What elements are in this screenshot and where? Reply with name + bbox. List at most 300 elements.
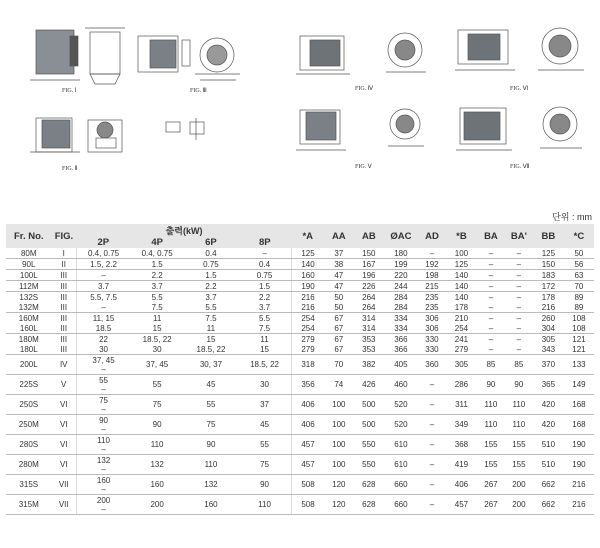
cell-dim-AA: 47 [324, 270, 354, 281]
cell-dim-AD: – [418, 248, 446, 259]
cell-line: 75 [260, 460, 269, 469]
cell-line: 55 [152, 380, 162, 389]
cell-dim-B: 349 [446, 415, 477, 435]
cell-dim-C: 133 [564, 355, 594, 375]
cell-dim-AB: 628 [354, 475, 384, 495]
cell-line: 18.5, 22 [250, 360, 279, 369]
table-row [6, 355, 594, 375]
cell-fig: VI [52, 435, 77, 455]
cell-dim-A: 216 [292, 302, 324, 313]
header-pole-6p: 6P [184, 237, 238, 248]
fig-caption-6: FIG. Ⅵ [510, 86, 529, 92]
cell-line: 30, 37 [199, 360, 223, 369]
cell-output-2p: 5.5, 7.5 [90, 292, 117, 302]
cell-output-8p: 15 [238, 344, 292, 355]
cell-dim-AC: 284 [394, 292, 408, 302]
cell-dim-BA-prime: – [516, 334, 522, 344]
table-row [6, 259, 594, 270]
cell-dim-AB: 382 [354, 355, 384, 375]
cell-output-8p: 3.7 [238, 302, 292, 313]
cell-dim-AD: 330 [418, 344, 446, 355]
cell-line: 110 [258, 500, 271, 509]
cell-line: 45 [206, 380, 216, 389]
cell-output-2p: 30 [76, 344, 130, 355]
table-row [6, 455, 594, 475]
cell-dim-BA: – [477, 270, 505, 281]
cell-dim-C: 216 [564, 495, 594, 515]
cell-output-8p [238, 475, 292, 495]
cell-dim-C: 50 [564, 248, 594, 259]
cell-dim-BB: 662 [533, 495, 564, 515]
cell-line: – [101, 484, 106, 494]
cell-fig: III [52, 302, 77, 313]
cell-dim-BA: 267 [477, 475, 505, 495]
cell-dim-C: 89 [574, 292, 584, 302]
cell-dim-B: 140 [446, 281, 477, 292]
cell-dim-AC: 220 [384, 270, 418, 281]
cell-fig: VII [52, 495, 77, 515]
cell-dim-B: 368 [446, 435, 477, 455]
cell-dim-AA: 70 [324, 355, 354, 375]
cell-dim-BA-prime: – [505, 270, 533, 281]
cell-output-6p [184, 355, 238, 375]
cell-frame-no: 180L [6, 344, 52, 355]
cell-line: 55 [206, 400, 216, 409]
cell-dim-BA: 90 [477, 375, 505, 395]
cell-dim-BB: 150 [533, 259, 564, 270]
cell-dim-A: 356 [292, 375, 324, 395]
table-row [6, 495, 594, 515]
cell-line: 75 [206, 420, 216, 429]
cell-output-6p [184, 395, 238, 415]
cell-dim-AA: 120 [324, 475, 354, 495]
cell-line: 37, 45 [92, 355, 115, 365]
cell-dim-AB: 226 [354, 281, 384, 292]
cell-output-2p [76, 455, 130, 475]
header-frame-no: Fr. No. [6, 224, 52, 248]
cell-line: 90 [206, 440, 216, 449]
cell-output-4p [130, 455, 184, 475]
cell-dim-C: 190 [564, 435, 594, 455]
cell-dim-AA: 100 [324, 395, 354, 415]
cell-dim-BA-prime: 110 [505, 415, 533, 435]
cell-line: 75 [99, 395, 108, 405]
motor-drawing-fig4 [296, 33, 426, 74]
cell-dim-A: 190 [292, 281, 324, 292]
cell-dim-AC: 660 [384, 475, 418, 495]
cell-line: 30 [260, 380, 269, 389]
cell-dim-AD: – [418, 375, 446, 395]
cell-output-8p: 0.4 [238, 259, 292, 270]
cell-dim-AB: 353 [362, 334, 376, 344]
cell-output-4p [130, 355, 184, 375]
cell-output-8p [238, 495, 292, 515]
header-pole-4p: 4P [130, 237, 184, 248]
cell-line: 90 [260, 480, 269, 489]
cell-dim-AA: 67 [324, 344, 354, 355]
fig-caption-2: FIG. Ⅱ [62, 166, 78, 172]
cell-fig: V [52, 375, 77, 395]
cell-dim-A: 125 [292, 248, 324, 259]
fig-caption-4: FIG. Ⅳ [355, 86, 374, 92]
cell-output-4p [130, 375, 184, 395]
cell-output-2p [76, 435, 130, 455]
cell-output-6p: 0.75 [184, 259, 238, 270]
table-row [6, 395, 594, 415]
table-row [6, 270, 594, 281]
cell-dim-AD: – [418, 495, 446, 515]
cell-dim-BA: 110 [477, 415, 505, 435]
cell-output-6p: 15 [206, 334, 216, 344]
cell-output-6p: 11 [184, 323, 238, 334]
cell-dim-AB: 264 [362, 292, 376, 302]
cell-dim-A: 140 [292, 259, 324, 270]
cell-dim-B: 254 [446, 323, 477, 334]
cell-dim-B: 140 [446, 270, 477, 281]
cell-dim-C: 108 [572, 313, 586, 323]
cell-output-2p: 11, 15 [92, 313, 115, 323]
cell-fig: VI [52, 395, 77, 415]
cell-dim-BA-prime: – [505, 344, 533, 355]
cell-dim-B: 241 [454, 334, 469, 344]
cell-output-6p [184, 435, 238, 455]
cell-output-4p [130, 435, 184, 455]
cell-output-4p: 30 [130, 344, 184, 355]
cell-dim-AC: 199 [384, 259, 418, 270]
cell-dim-BA-prime: 200 [505, 495, 533, 515]
table-row [6, 435, 594, 455]
cell-dim-AA: 100 [324, 415, 354, 435]
cell-dim-AB: 314 [354, 323, 384, 334]
cell-output-8p [238, 415, 292, 435]
cell-frame-no: 160M [18, 313, 39, 323]
cell-line: 160 [96, 475, 111, 485]
cell-dim-AB: 550 [354, 455, 384, 475]
header-dim-AB: AB [354, 224, 384, 248]
cell-dim-AC: 284 [384, 302, 418, 313]
cell-output-8p: 7.5 [238, 323, 292, 334]
cell-line: 110 [150, 440, 164, 449]
cell-dim-AA: 100 [324, 455, 354, 475]
cell-fig: VI [52, 455, 77, 475]
cell-line: – [101, 404, 106, 414]
cell-dim-BA: – [488, 292, 494, 302]
cell-output-6p: 3.7 [205, 292, 217, 302]
cell-dim-AA: 50 [334, 292, 344, 302]
cell-dim-AA: 50 [324, 302, 354, 313]
cell-dim-AC: 520 [384, 395, 418, 415]
cell-line: 55 [99, 375, 108, 385]
header-pole-8p: 8P [238, 237, 292, 248]
cell-output-4p [130, 415, 184, 435]
unit-label: 단위 : mm [552, 212, 592, 222]
fig-caption-3: FIG. Ⅲ [190, 88, 207, 94]
cell-output-4p: 2.2 [130, 270, 184, 281]
cell-dim-AD: 306 [418, 323, 446, 334]
cell-dim-BA-prime: – [505, 248, 533, 259]
cell-dim-B: 457 [446, 495, 477, 515]
cell-frame-no: 225S [6, 375, 52, 395]
cell-dim-A: 508 [292, 475, 324, 495]
cell-dim-BB: 305 [541, 334, 556, 344]
cell-dim-BA-prime: 90 [505, 375, 533, 395]
cell-line: – [101, 364, 106, 374]
cell-frame-no: 250M [6, 415, 52, 435]
cell-dim-B: 311 [446, 395, 477, 415]
cell-frame-no: 100L [6, 270, 52, 281]
cell-dim-A: 279 [292, 344, 324, 355]
cell-output-2p [76, 395, 130, 415]
cell-output-6p [184, 475, 238, 495]
cell-output-2p: – [76, 302, 130, 313]
header-dim-B: *B [446, 224, 477, 248]
table-row [6, 375, 594, 395]
table-row [6, 292, 594, 303]
cell-dim-BA-prime: – [505, 323, 533, 334]
cell-dim-AD: – [418, 455, 446, 475]
cell-output-8p [238, 395, 292, 415]
cell-line: 37, 45 [146, 360, 169, 369]
cell-output-2p [76, 495, 130, 515]
motor-drawings [0, 0, 600, 200]
cell-output-6p: 2.2 [184, 281, 238, 292]
cell-dim-BA: – [477, 281, 505, 292]
cell-dim-AD: 360 [418, 355, 446, 375]
cell-dim-A: 457 [292, 455, 324, 475]
cell-output-8p [238, 435, 292, 455]
cell-dim-C: 149 [564, 375, 594, 395]
cell-dim-A: 160 [292, 270, 324, 281]
cell-dim-C: 56 [564, 259, 594, 270]
motor-drawing-fig7 [456, 107, 582, 150]
cell-dim-AD: 215 [418, 281, 446, 292]
cell-dim-BA-prime: – [505, 281, 533, 292]
cell-fig: IV [52, 355, 77, 375]
cell-dim-C: 121 [572, 334, 586, 344]
header-dim-AD: AD [418, 224, 446, 248]
table-header [6, 224, 594, 248]
cell-frame-no: 180M [18, 334, 39, 344]
cell-frame-no: 132S [19, 292, 39, 302]
cell-output-4p [130, 395, 184, 415]
cell-dim-AC: 244 [384, 281, 418, 292]
cell-output-2p [76, 475, 130, 495]
table-body [6, 248, 594, 515]
cell-fig: III [52, 313, 77, 324]
cell-output-6p: 0.4 [184, 248, 238, 259]
cell-dim-C: 63 [564, 270, 594, 281]
cell-dim-AA: 120 [324, 495, 354, 515]
cell-fig: III [52, 323, 77, 334]
header-dim-C: *C [564, 224, 594, 248]
cell-dim-AB: 196 [354, 270, 384, 281]
fig-caption-7: FIG. Ⅶ [510, 164, 530, 170]
cell-dim-AC: 334 [384, 323, 418, 334]
cell-dim-AB: 314 [362, 313, 376, 323]
cell-frame-no: 132M [6, 302, 52, 313]
cell-dim-AA: 47 [324, 281, 354, 292]
cell-dim-BA: – [488, 334, 494, 344]
cell-dim-AA: 67 [334, 313, 344, 323]
cell-dim-C: 108 [564, 323, 594, 334]
header-fig: FIG. [52, 224, 77, 248]
cell-dim-BB: 216 [533, 302, 564, 313]
cell-dim-BA-prime: – [505, 302, 533, 313]
cell-dim-AD: – [418, 395, 446, 415]
cell-dim-AC: 610 [384, 435, 418, 455]
cell-dim-AC: 660 [384, 495, 418, 515]
cell-dim-A: 406 [292, 415, 324, 435]
cell-dim-BA-prime: 155 [505, 455, 533, 475]
cell-dim-AA: 67 [324, 323, 354, 334]
cell-output-8p: 11 [238, 334, 292, 345]
cell-dim-BA: 85 [477, 355, 505, 375]
cell-dim-AC: 460 [384, 375, 418, 395]
cell-fig: II [52, 259, 77, 270]
cell-dim-C: 70 [564, 281, 594, 292]
cell-dim-AA: 38 [324, 259, 354, 270]
cell-output-2p: 22 [99, 334, 108, 344]
motor-drawing-fig3 [138, 36, 240, 80]
cell-output-2p: – [76, 270, 130, 281]
cell-dim-AC: 366 [384, 344, 418, 355]
cell-dim-BB: 125 [533, 248, 564, 259]
cell-dim-BB: 420 [533, 395, 564, 415]
cell-frame-no: 315S [6, 475, 52, 495]
cell-dim-A: 318 [292, 355, 324, 375]
motor-drawing-fig2 [30, 118, 122, 152]
cell-output-6p [184, 455, 238, 475]
cell-line: – [101, 444, 106, 454]
cell-dim-AD: – [418, 415, 446, 435]
cell-dim-BB: 183 [533, 270, 564, 281]
cell-dim-AD: 192 [418, 259, 446, 270]
dimension-table [6, 224, 594, 515]
cell-dim-A: 279 [301, 334, 315, 344]
cell-line: 55 [260, 440, 269, 449]
cell-dim-AC: 520 [384, 415, 418, 435]
cell-output-4p: 0.4, 0.75 [130, 248, 184, 259]
cell-line: 132 [204, 480, 218, 489]
cell-dim-B: 406 [446, 475, 477, 495]
cell-dim-BB: 260 [541, 313, 556, 323]
cell-line: 90 [152, 420, 162, 429]
cell-line: 200 [96, 495, 111, 505]
cell-output-4p: 18.5, 22 [142, 334, 172, 344]
table-row [6, 248, 594, 259]
header-dim-BB: BB [533, 224, 564, 248]
cell-dim-BA-prime: 85 [505, 355, 533, 375]
cell-output-4p: 7.5 [130, 302, 184, 313]
cell-dim-BA: – [488, 313, 494, 323]
cell-dim-AA: 67 [334, 334, 344, 344]
cell-dim-BB: 304 [533, 323, 564, 334]
header-dim-AA: AA [324, 224, 354, 248]
cell-line: 160 [150, 480, 164, 489]
cell-dim-AC: 405 [384, 355, 418, 375]
cell-line: – [101, 504, 106, 514]
cell-dim-BA-prime: 110 [505, 395, 533, 415]
cell-dim-BA: – [477, 248, 505, 259]
cell-dim-AC: 366 [394, 334, 408, 344]
cell-output-4p: 11 [152, 313, 162, 323]
cell-dim-A: 216 [301, 292, 315, 302]
table-row [6, 302, 594, 313]
cell-dim-B: 279 [446, 344, 477, 355]
cell-output-4p: 15 [130, 323, 184, 334]
cell-frame-no: 280S [6, 435, 52, 455]
cell-dim-AD: 235 [425, 292, 439, 302]
cell-output-4p: 5.5 [151, 292, 163, 302]
table-row [6, 344, 594, 355]
cell-dim-C: 216 [564, 475, 594, 495]
cell-dim-AB: 500 [354, 415, 384, 435]
cell-output-4p [130, 475, 184, 495]
cell-line: 200 [150, 500, 164, 509]
cell-output-6p: 1.5 [184, 270, 238, 281]
cell-output-6p [184, 415, 238, 435]
table-row [6, 475, 594, 495]
cell-output-6p: 7.5 [205, 313, 217, 323]
cell-output-4p: 3.7 [130, 281, 184, 292]
cell-dim-AC: 180 [384, 248, 418, 259]
cell-line: – [101, 464, 106, 474]
cell-dim-A: 457 [292, 435, 324, 455]
cell-dim-AB: 167 [354, 259, 384, 270]
cell-dim-AD: 330 [425, 334, 439, 344]
motor-drawing-fig5 [296, 109, 424, 150]
cell-dim-A: 406 [292, 395, 324, 415]
cell-dim-BA-prime: 200 [505, 475, 533, 495]
cell-output-8p: 2.2 [238, 292, 292, 303]
cell-dim-BB: 662 [533, 475, 564, 495]
cell-line: – [101, 384, 106, 394]
cell-dim-BA: 155 [477, 455, 505, 475]
cell-dim-AA: 37 [324, 248, 354, 259]
cell-output-2p: 18.5 [76, 323, 130, 334]
cell-dim-B: 178 [446, 302, 477, 313]
cell-dim-BA: 267 [477, 495, 505, 515]
cell-output-8p: 1.5 [238, 281, 292, 292]
cell-dim-B: 305 [446, 355, 477, 375]
cell-line: 110 [204, 460, 218, 469]
cell-output-8p: 5.5 [238, 313, 292, 324]
cell-dim-AC: 334 [394, 313, 408, 323]
cell-line: 160 [204, 500, 218, 509]
cell-dim-B: 100 [446, 248, 477, 259]
table-row [6, 281, 594, 292]
cell-dim-BA-prime: – [516, 292, 522, 302]
cell-output-8p [238, 455, 292, 475]
cell-output-8p [238, 375, 292, 395]
cell-frame-no: 250S [6, 395, 52, 415]
cell-dim-AD: – [418, 475, 446, 495]
cell-line: 132 [150, 460, 164, 469]
cell-output-4p: 1.5 [130, 259, 184, 270]
cell-dim-A: 254 [292, 323, 324, 334]
cell-fig: III [52, 270, 77, 281]
cell-dim-AD: – [418, 435, 446, 455]
cell-frame-no: 160L [6, 323, 52, 334]
cell-dim-BA-prime: – [516, 313, 522, 323]
cell-dim-BB: 178 [541, 292, 556, 302]
table-row [6, 415, 594, 435]
cell-dim-AA: 100 [324, 435, 354, 455]
cell-dim-BB: 510 [533, 435, 564, 455]
cell-output-6p: 5.5 [184, 302, 238, 313]
header-output: 출력(kW) [76, 224, 291, 237]
cell-fig: III [52, 281, 77, 292]
